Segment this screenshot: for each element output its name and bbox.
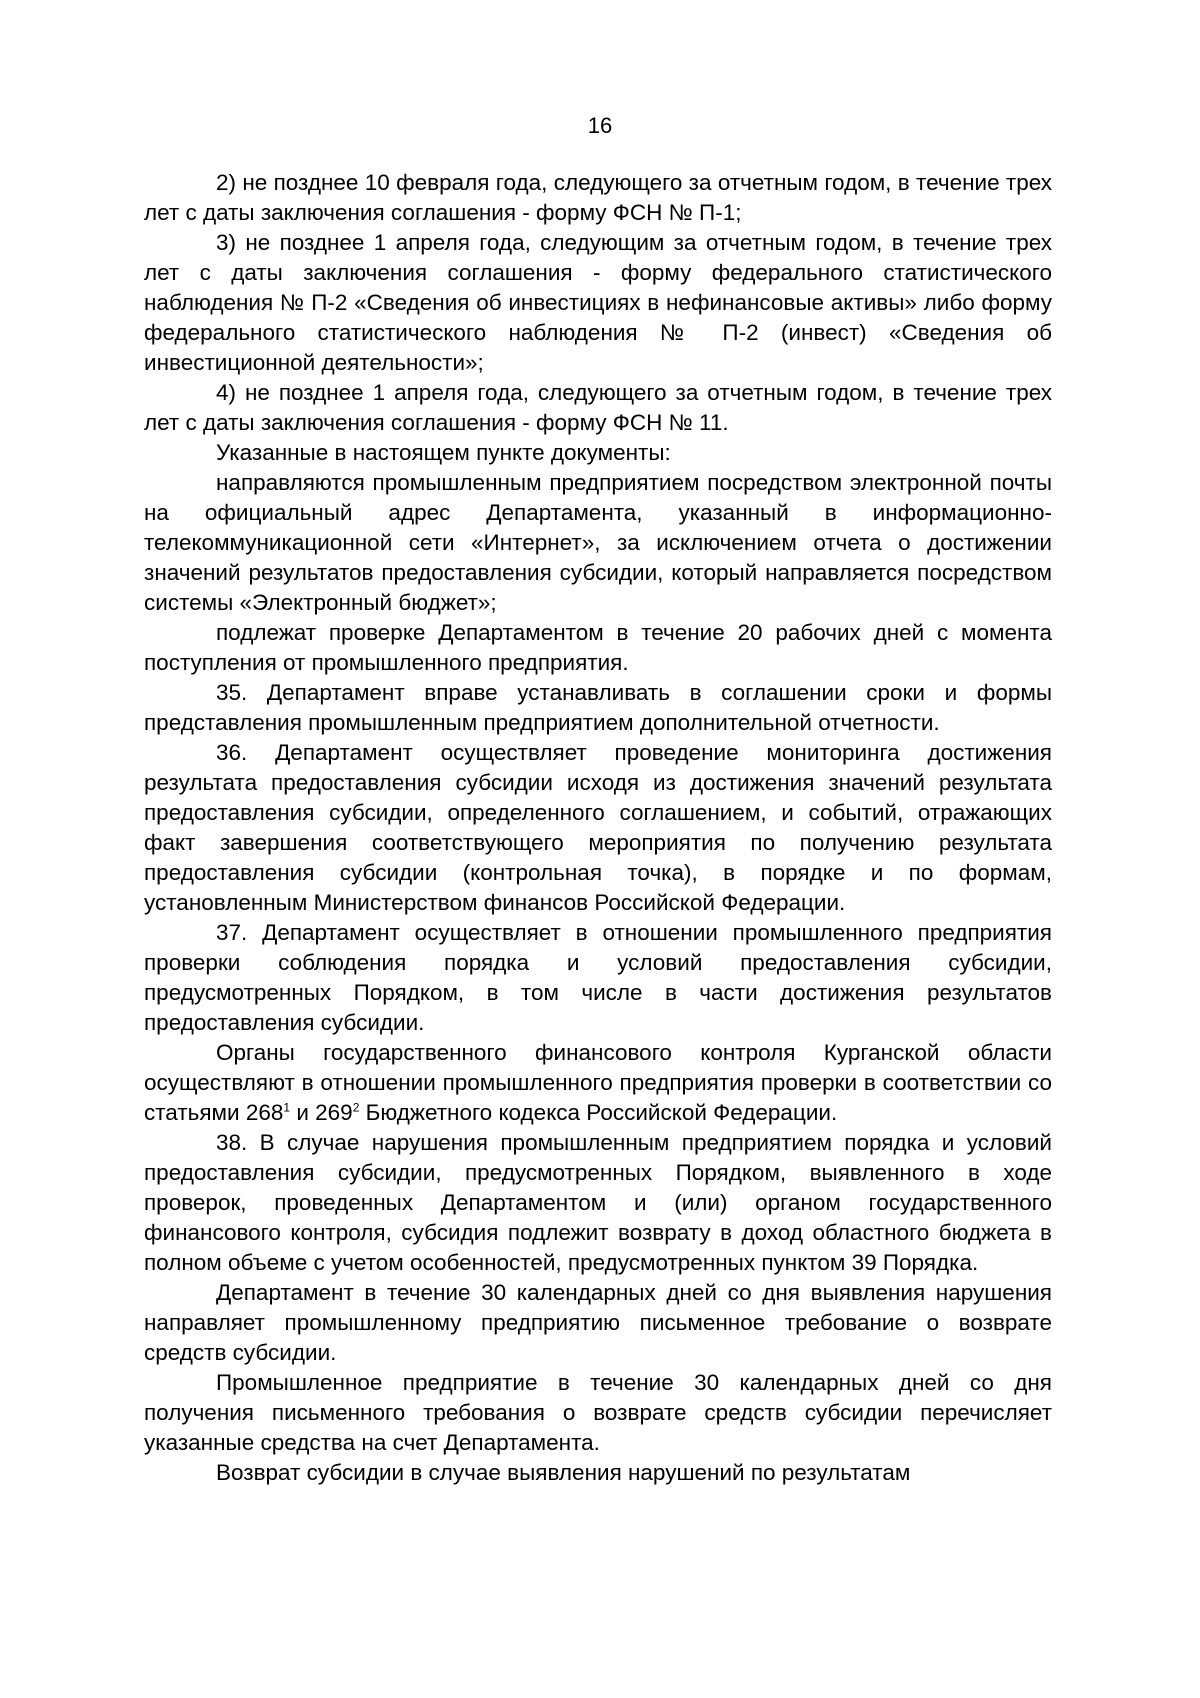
paragraph-38: 38. В случае нарушения промышленным предприятием порядка и условий предоставления субсидии, предусмотренных Порядком, выявленного в ходе проверок, проведенных Департаментом и (или) органом государственного финансового контроля, субсидия подлежит возврату в доход областного бюджета в полном объеме с учетом особенностей, предусмотренных пунктом 39 Порядка. (144, 1130, 1052, 1275)
paragraph-item-2-fsn-p1: 2) не позднее 10 февраля года, следующего за отчетным годом, в течение трех лет с даты заключения соглашения - форму ФСН № П-1; (144, 170, 1052, 225)
paragraph-35: 35. Департамент вправе устанавливать в соглашении сроки и формы представления промышленным предприятием дополнительной отчетности. (144, 680, 1052, 735)
paragraph-sent-by-email: направляются промышленным предприятием посредством электронной почты на официальный адрес Департамента, указанный в информационно-телекоммуникационной сети «Интернет», за исключением отчета о достижении значений результатов предоставления субсидии, который направляется посредством системы «Электронный бюджет»; (144, 470, 1052, 615)
paragraph-documents-intro: Указанные в настоящем пункте документы: (216, 440, 671, 465)
paragraph-checked-by-department: подлежат проверке Департаментом в течение 20 рабочих дней с момента поступления от промышленного предприятия. (144, 620, 1052, 675)
paragraph-36: 36. Департамент осуществляет проведение мониторинга достижения результата предоставления субсидии исходя из достижения значений результата предоставления субсидии, определенного соглашением, и событий, отражающих факт завершения соответствующего мероприятия по получению результата предоставления субсидии (контрольная точка), в порядке и по формам, установленным Министерством финансов Российской Федерации. (144, 740, 1052, 915)
article-269-superscript: 2 (352, 1100, 360, 1115)
article-268-superscript: 1 (283, 1100, 291, 1115)
paragraph-financial-control (144, 1038, 1052, 1128)
paragraph-return-demand: Департамент в течение 30 календарных дней со дня выявления нарушения направляет промышленному предприятию письменное требование о возврате средств субсидии. (144, 1280, 1052, 1365)
financial-control-text-middle: и 269 (290, 1100, 353, 1125)
paragraph-37: 37. Департамент осуществляет в отношении промышленного предприятия проверки соблюдения порядка и условий предоставления субсидии, предусмотренных Порядком, в том числе в части достижения результатов предоставления субсидии. (144, 920, 1052, 1035)
page-number: 16 (587, 113, 613, 138)
paragraph-return-subsidy-cont: Возврат субсидии в случае выявления нарушений по результатам (216, 1460, 911, 1485)
paragraph-item-4-fsn-11: 4) не позднее 1 апреля года, следующего за отчетным годом, в течение трех лет с даты заключения соглашения - форму ФСН № 11. (144, 380, 1052, 435)
paragraph-enterprise-transfer: Промышленное предприятие в течение 30 календарных дней со дня получения письменного требования о возврате средств субсидии перечисляет указанные средства на счет Департамента. (144, 1370, 1052, 1455)
financial-control-text-end: Бюджетного кодекса Российской Федерации. (359, 1100, 838, 1125)
paragraph-item-3-p2: 3) не позднее 1 апреля года, следующим за отчетным годом, в течение трех лет с даты заключения соглашения - форму федерального статистического наблюдения № П-2 «Сведения об инвестициях в нефинансовые активы» либо форму федерального статистического наблюдения № П-2 (инвест) «Сведения об инвестиционной деятельности»; (144, 230, 1052, 375)
financial-control-text-start: Органы государственного финансового контроля Курганской области осуществляют в отношении промышленного предприятия проверки в соответствии со статьями 268 (144, 1040, 1052, 1125)
document-body (144, 168, 1052, 1488)
